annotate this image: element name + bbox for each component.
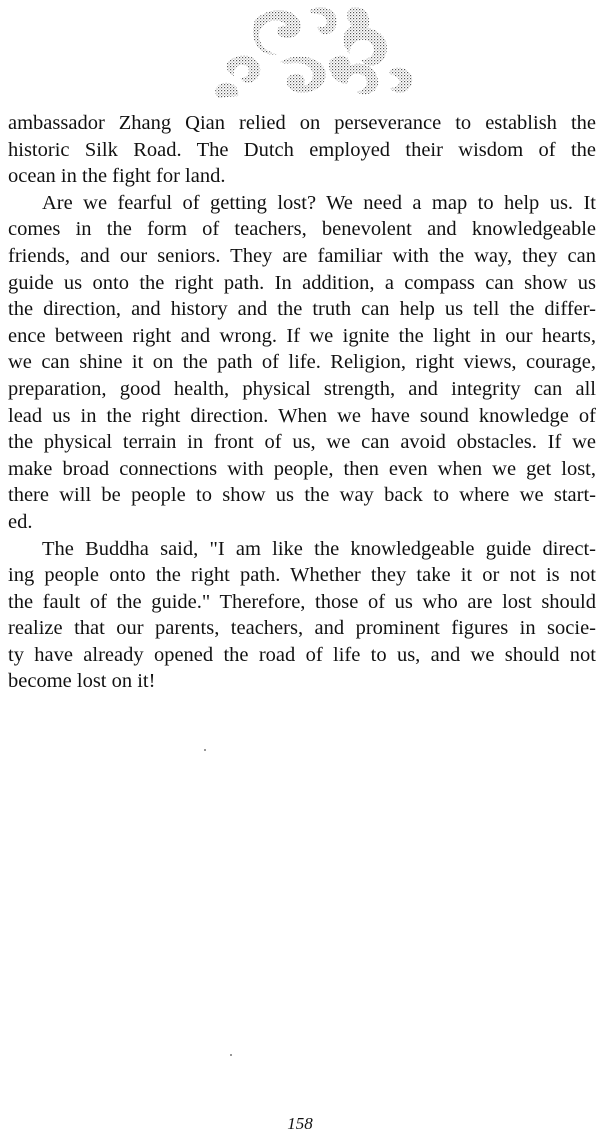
text-line: ence between right and wrong. If we ignite the light in our hearts,	[8, 324, 596, 347]
text-line: the fault of the guide." Therefore, those of us who are lost should	[8, 590, 596, 613]
text-line: make broad connections with people, then even when we get lost,	[8, 457, 596, 480]
text-line: the physical terrain in front of us, we can avoid obstacles. If we	[8, 431, 596, 454]
text-line: historic Silk Road. The Dutch employed their wisdom of the	[8, 138, 596, 161]
scan-speck	[204, 749, 206, 751]
text-line: ing people onto the right path. Whether they take it or not is not	[8, 564, 596, 587]
text-line: Are we fearful of getting lost? We need a map to help us. It	[42, 191, 596, 214]
text-line: The Buddha said, "I am like the knowledgeable guide direct-	[42, 537, 596, 560]
scan-speck	[230, 1054, 232, 1056]
body-text	[8, 110, 596, 695]
text-line: realize that our parents, teachers, and prominent figures in socie-	[8, 617, 596, 640]
text-line: guide us onto the right path. In addition, a compass can show us	[8, 271, 596, 294]
text-line: lead us in the right direction. When we have sound knowledge of	[8, 404, 596, 427]
text-line: preparation, good health, physical strength, and integrity can all	[8, 377, 596, 400]
text-line: ocean in the fight for land.	[8, 165, 226, 188]
text-line: there will be people to show us the way back to where we start-	[8, 484, 596, 507]
text-line: comes in the form of teachers, benevolent and knowledgeable	[8, 218, 596, 241]
text-line: the direction, and history and the truth can help us tell the differ-	[8, 298, 596, 321]
text-line: we can shine it on the path of life. Religion, right views, courage,	[8, 351, 596, 374]
text-line: ed.	[8, 510, 33, 533]
text-line: ambassador Zhang Qian relied on perseverance to establish the	[8, 112, 596, 134]
text-line: friends, and our seniors. They are familiar with the way, they can	[8, 244, 596, 267]
decorative-cloud-ornament-icon	[200, 0, 430, 102]
text-line: ty have already opened the road of life to us, and we should not	[8, 643, 596, 666]
text-line: become lost on it!	[8, 670, 156, 693]
page-number: 158	[287, 1114, 313, 1133]
